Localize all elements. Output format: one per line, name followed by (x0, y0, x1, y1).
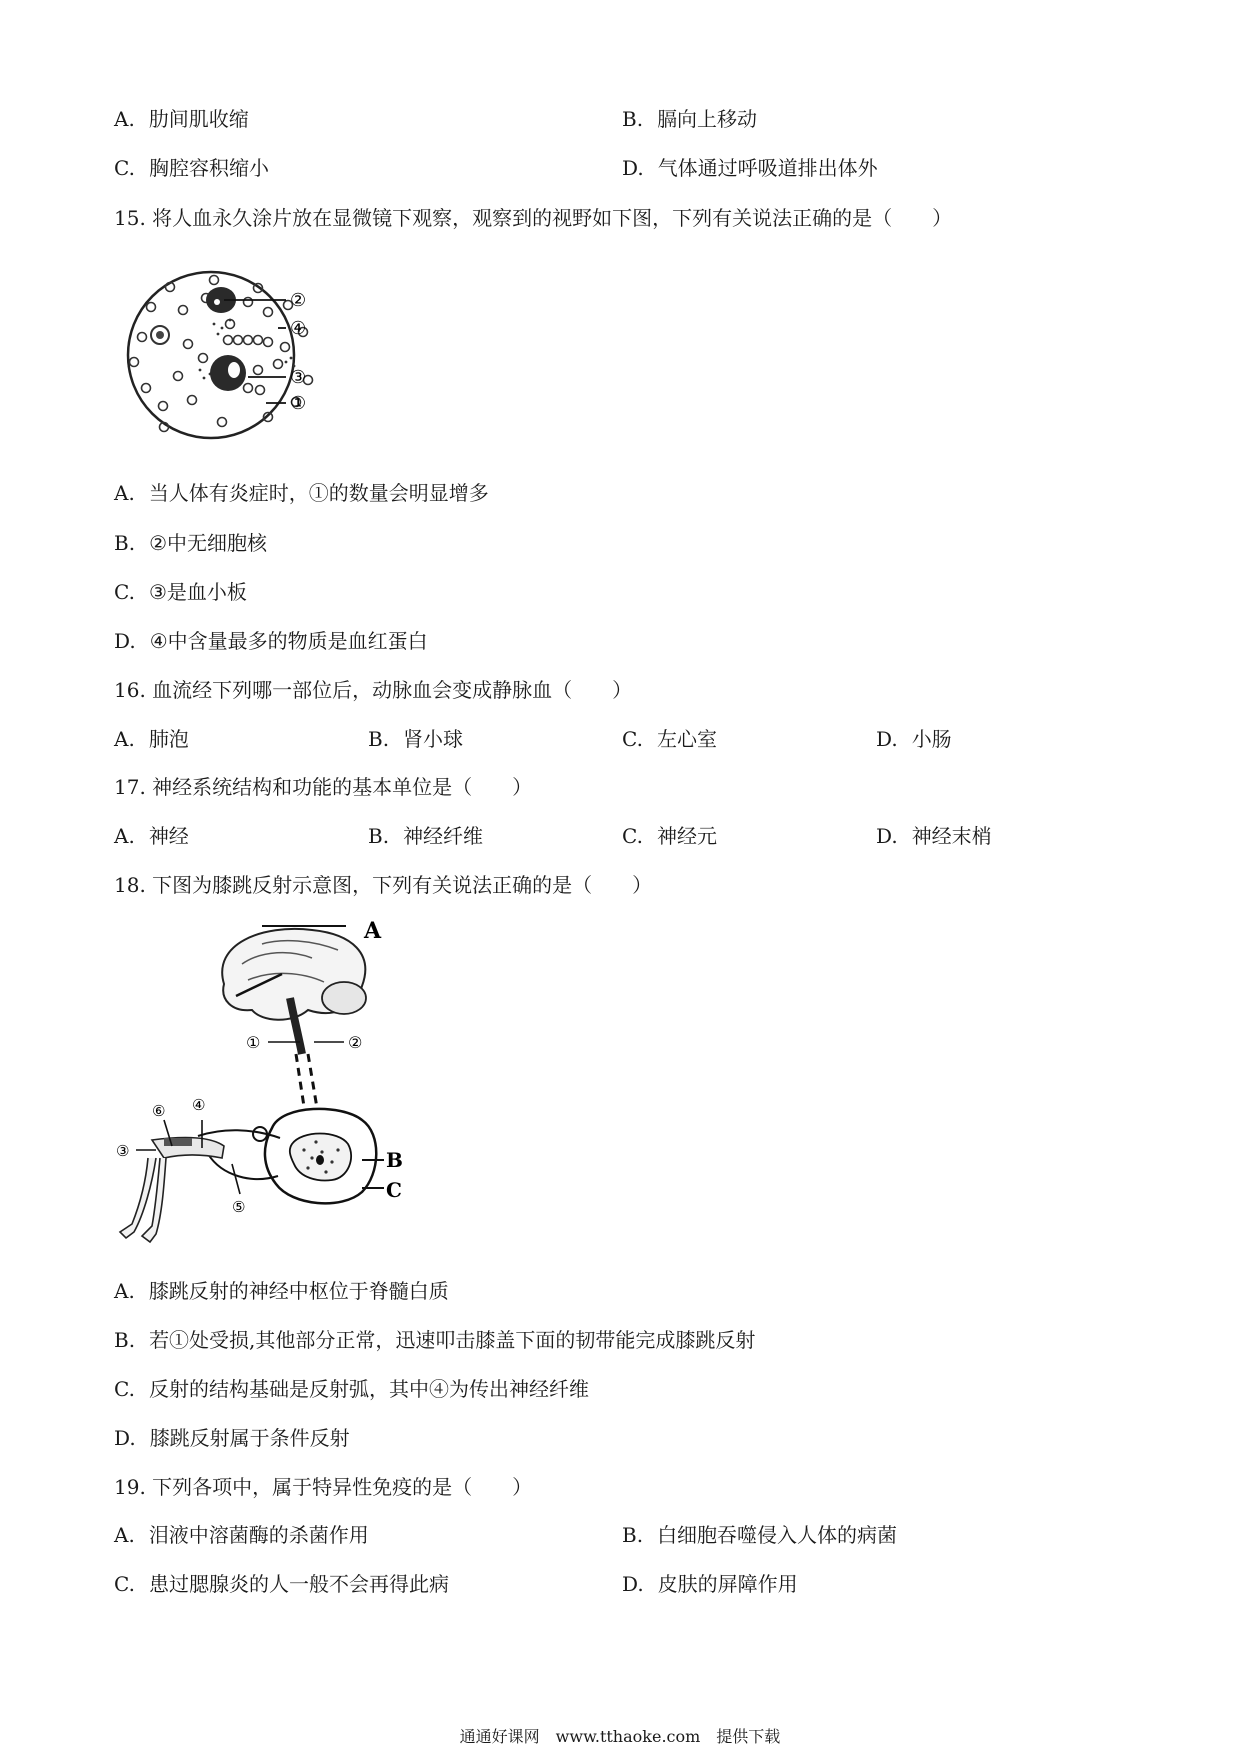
knee-jerk-reflex-figure (112, 914, 472, 1254)
quadriceps-muscle (164, 1138, 192, 1146)
label-6: ⑥ (152, 1102, 166, 1120)
q14-option-c: C. 胸腔容积缩小 (114, 156, 269, 180)
q16-option-a: A. 肺泡 (114, 727, 189, 751)
label-1: ① (290, 393, 307, 414)
label-b: B (386, 1148, 403, 1172)
q14-option-d: D. 气体通过呼吸道排出体外 (622, 156, 878, 180)
label-2: ② (348, 1033, 363, 1052)
q15-option-c: C. ③是血小板 (114, 580, 247, 604)
lower-leg-front (120, 1158, 156, 1238)
q18-option-b: B. 若①处受损,其他部分正常，迅速叩击膝盖下面的韧带能完成膝跳反射 (114, 1328, 756, 1352)
q19-option-a: A. 泪液中溶菌酶的杀菌作用 (114, 1523, 369, 1547)
q15-option-a: A. 当人体有炎症时，①的数量会明显增多 (114, 481, 489, 505)
q16-option-c: C. 左心室 (622, 727, 717, 751)
q16-option-d: D. 小肠 (876, 727, 952, 751)
q16-stem: 16. 血流经下列哪一部位后，动脉血会变成静脉血（ ） (114, 678, 633, 702)
q17-option-c: C. 神经元 (622, 824, 717, 848)
label-5: ⑤ (232, 1198, 246, 1216)
q17-option-b: B. 神经纤维 (368, 824, 484, 848)
q18-option-c: C. 反射的结构基础是反射弧，其中④为传出神经纤维 (114, 1377, 589, 1401)
q19-stem: 19. 下列各项中，属于特异性免疫的是（ ） (114, 1475, 533, 1499)
q16-option-b: B. 肾小球 (368, 727, 464, 751)
label-4: ④ (290, 318, 307, 339)
label-4: ④ (192, 1096, 206, 1114)
q19-option-c: C. 患过腮腺炎的人一般不会再得此病 (114, 1572, 449, 1596)
white-blood-cell-large (210, 355, 246, 391)
label-a: A (364, 918, 382, 944)
q17-stem: 17. 神经系统结构和功能的基本单位是（ ） (114, 775, 533, 799)
q15-option-b: B. ②中无细胞核 (114, 531, 267, 555)
q15-stem: 15. 将人血永久涂片放在显微镜下观察，观察到的视野如下图，下列有关说法正确的是（ ） (114, 206, 953, 230)
neuron-body (316, 1155, 324, 1165)
label-2: ② (290, 290, 307, 311)
label-1: ① (246, 1033, 261, 1052)
q15-option-d: D. ④中含量最多的物质是血红蛋白 (114, 629, 428, 653)
q14-option-b: B. 膈向上移动 (622, 107, 758, 131)
q19-option-b: B. 白细胞吞噬侵入人体的病菌 (622, 1523, 898, 1547)
cerebellum-shape (322, 982, 366, 1014)
q17-option-d: D. 神经末梢 (876, 824, 992, 848)
label-c: C (386, 1178, 402, 1202)
label-3: ③ (290, 367, 307, 388)
q19-option-d: D. 皮肤的屏障作用 (622, 1572, 798, 1596)
q18-option-d: D. 膝跳反射属于条件反射 (114, 1426, 350, 1450)
q14-option-a: A. 肋间肌收缩 (114, 107, 249, 131)
label-3: ③ (116, 1142, 130, 1160)
q18-stem: 18. 下图为膝跳反射示意图，下列有关说法正确的是（ ） (114, 873, 653, 897)
q17-option-a: A. 神经 (114, 824, 189, 848)
q18-option-a: A. 膝跳反射的神经中枢位于脊髓白质 (114, 1279, 449, 1303)
blood-smear-figure (118, 262, 378, 462)
page-footer: 通通好课网 www.tthaoke.com 提供下载 (459, 1727, 781, 1746)
